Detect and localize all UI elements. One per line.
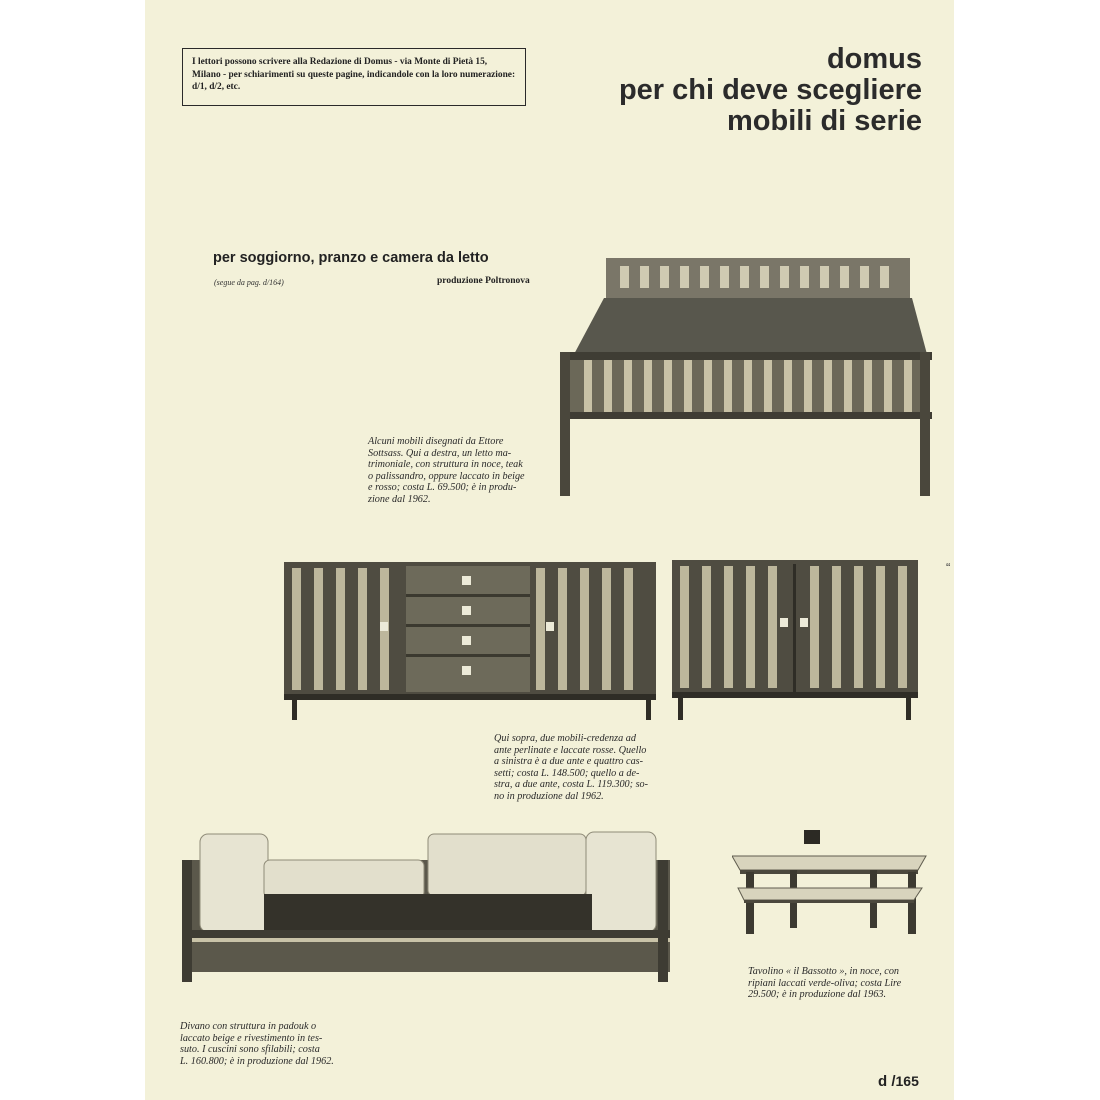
table-caption	[748, 966, 948, 1001]
masthead-domus: domus	[826, 43, 922, 75]
sideboards-caption	[494, 733, 694, 803]
reader-notice-box	[182, 48, 526, 106]
bed-photo	[556, 248, 936, 498]
page-number	[878, 1073, 919, 1090]
sideboard-doors-photo	[672, 560, 922, 722]
page-number-prefix: d /	[878, 1073, 896, 1090]
caption-line: Sottsass. Qui a destra, un letto ma-	[368, 447, 512, 459]
page-number-value: 165	[895, 1073, 919, 1089]
caption-line: setti; costa L. 148.500; quello a de-	[494, 767, 640, 779]
sofa-caption	[180, 1021, 380, 1067]
sofa-photo	[176, 826, 676, 984]
caption-line: ante perlinate e laccate rosse. Quello	[494, 744, 647, 756]
caption-line: no in produzione dal 1962.	[494, 790, 604, 802]
masthead-subtitle-2: mobili di serie	[727, 105, 922, 137]
sideboard-drawers-photo	[284, 562, 660, 722]
bed-caption	[368, 436, 560, 506]
producer-credit: produzione Poltronova	[437, 276, 530, 286]
caption-line: ripiani laccati verde-oliva; costa Lire	[748, 977, 902, 989]
coffee-table-photo	[732, 826, 932, 944]
caption-line: zione dal 1962.	[368, 493, 431, 505]
caption-line: a sinistra è a due ante e quattro cas-	[494, 756, 644, 768]
caption-line: L. 160.800; è in produzione dal 1962.	[180, 1055, 334, 1067]
caption-line: Qui sopra, due mobili-credenza ad	[494, 733, 636, 744]
caption-line: e rosso; costa L. 69.500; è in produ-	[368, 482, 517, 494]
caption-line: Divano con struttura in padouk o	[180, 1021, 317, 1032]
reader-notice-text: I lettori possono scrivere alla Redazione di Domus - via Monte di Pietà 15, Milano - per schiarimenti su queste pagine, indicandole con la loro numerazione: d/1, d/2, etc.	[192, 57, 516, 92]
caption-line: Tavolino « il Bassotto », in noce, con	[748, 966, 900, 977]
masthead-subtitle: per chi deve scegliere	[618, 74, 922, 106]
caption-line: Alcuni mobili disegnati da Ettore	[368, 436, 504, 447]
page-edge-mark: “	[946, 560, 951, 575]
masthead	[619, 44, 922, 137]
section-title: per soggiorno, pranzo e camera da letto	[213, 250, 489, 266]
caption-line: o palissandro, oppure laccato in beige	[368, 470, 525, 482]
caption-line: stra, a due ante, costa L. 119.300; so-	[494, 779, 649, 791]
caption-line: 29.500; è in produzione dal 1963.	[748, 989, 886, 1001]
caption-line: trimoniale, con struttura in noce, teak	[368, 459, 523, 471]
continued-from-note: (segue da pag. d/164)	[214, 278, 284, 287]
caption-line: laccato beige e rivestimento in tes-	[180, 1032, 323, 1044]
caption-line: suto. I cuscini sono sfilabili; costa	[180, 1044, 320, 1056]
